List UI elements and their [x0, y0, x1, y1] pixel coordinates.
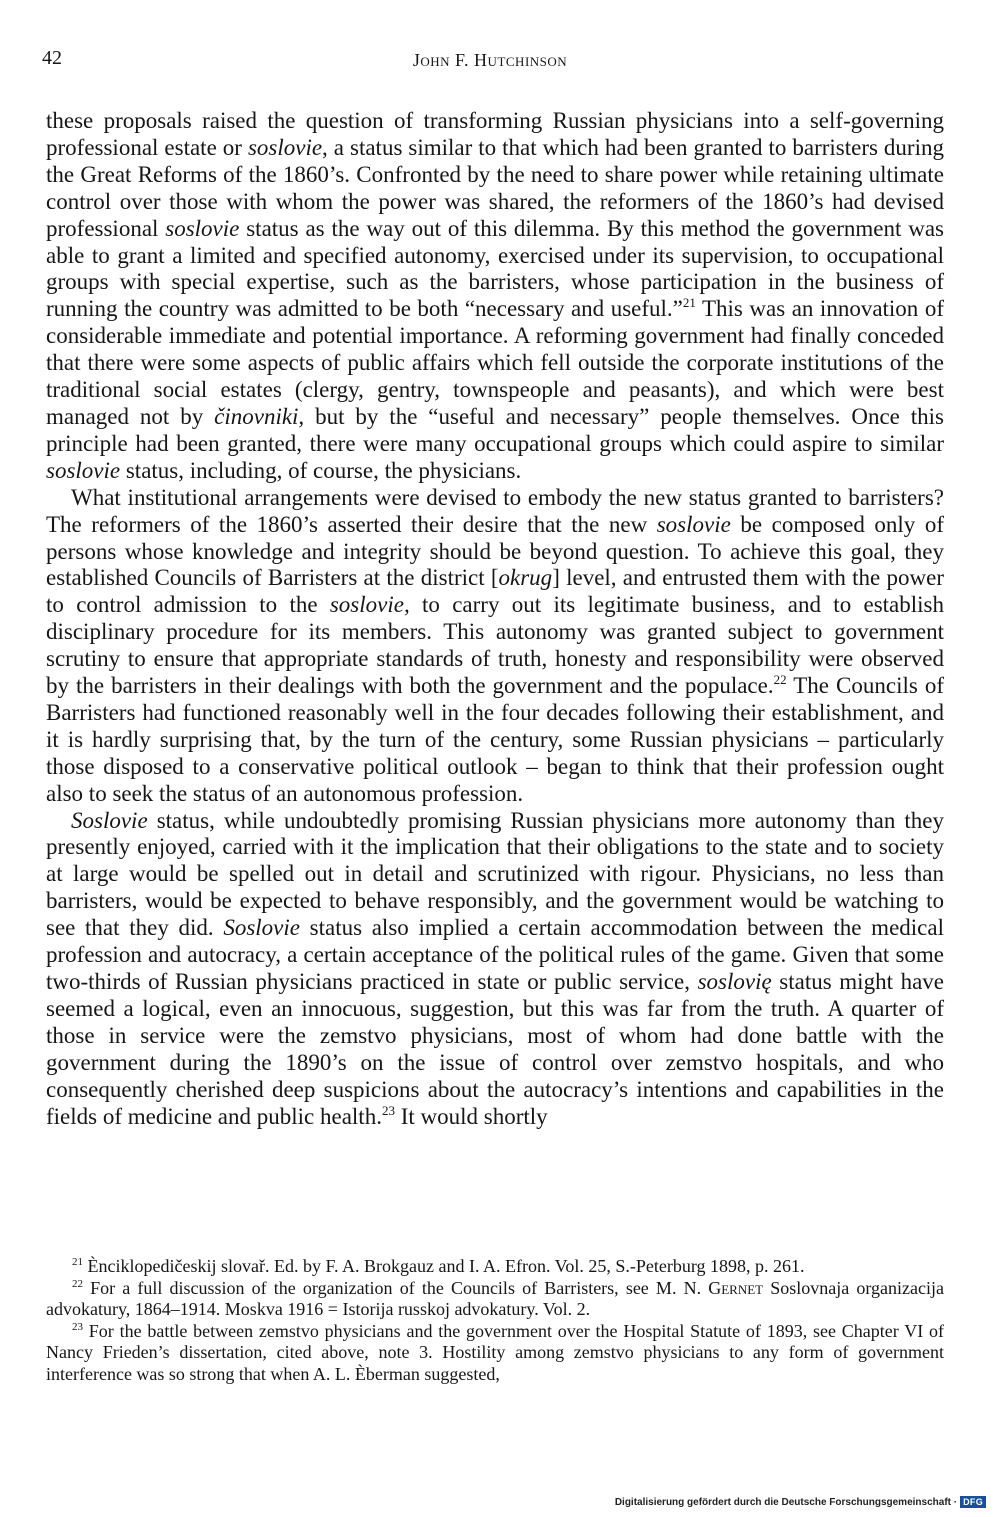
footnote-22: [46, 1278, 944, 1321]
footnote-ref-22: 22: [773, 672, 787, 688]
italic-term: činovniki,: [214, 403, 305, 429]
text-run: It would shortly: [394, 1103, 548, 1129]
text-run: , a status similar to that which had been granted to barristers during the Great Reforms of the 1860’s. Confronted by the need to share power while retaining ultimate control over those with whom the power was shared, the reformers of the 1860’s had devised professional: [46, 134, 944, 241]
text-run: to carry out its legitimate business, and to establish disciplinary procedure for its members. This autonomy was granted subject to government scrutiny to ensure that appropriate standards of truth, honesty and responsibility were observed by the barristers in their dealings with both the government and the populace.: [46, 592, 944, 699]
digitization-credit: [615, 1496, 986, 1508]
footnote-ref-23: 23: [381, 1102, 395, 1118]
text-run: status as the way out of this dilemma. By this method the government was able to grant a limited and specified autonomy, exercised under its supervision, to occupational groups with special expertise, such as the barristers, whose participation in the business of running the country was admitted to be both “necessary and useful.”: [46, 215, 944, 322]
italic-term: soslovie: [247, 134, 323, 160]
footnote-number: 21: [72, 1256, 83, 1268]
footnote-text: Soslovnaja organizacija advokatury, 1864–1914. Moskva 1916 = Istorija russkoj advokatury. Vol. 2.: [46, 1277, 944, 1319]
text-run: status also implied a certain accommodation between the medical profession and autocracy, a certain acceptance of the political rules of the game. Given that some two-thirds of Russian physicians practiced in state or public service,: [46, 915, 944, 994]
italic-term: soslovie: [656, 511, 731, 537]
italic-term: soslovie,: [329, 592, 410, 618]
italic-term: soslovię: [697, 969, 772, 994]
text-run: What institutional arrangements were devised to embody the new status granted to barristers? The reformers of the 1860’s asserted their desire that the new: [46, 484, 944, 537]
footnote-text: Ènciklopedičeskij slovař. Ed. by F. A. Brokgauz and I. A. Efron. Vol. 25, S.-Peterburg 1898, p. 261.: [83, 1256, 805, 1276]
footnote-number: 22: [72, 1277, 83, 1290]
text-run: status might have seemed a logical, even an innocuous, suggestion, but this was far from the truth. A quarter of those in service were the zemstvo physicians, most of whom had done battle with the government during the 1890’s on the issue of control over zemstvo hospitals, and who consequently cherished deep suspicions about the autocracy’s intentions and capabilities in the fields of medicine and public health.: [46, 969, 944, 1129]
paragraph-3: [46, 808, 944, 1131]
footnote-author: Gernet: [708, 1277, 764, 1298]
running-head: John F. Hutchinson: [412, 50, 568, 70]
text-run: be composed only of persons whose knowledge and integrity should be beyond question. To achieve this goal, they established Councils of Barristers at the district [: [46, 511, 944, 591]
paragraph-2: [46, 485, 944, 808]
italic-term: okrug: [498, 565, 553, 591]
footnote-21: [46, 1256, 944, 1278]
text-run: but by the “useful and necessary” people themselves. Once this principle had been granted, there were many occupational groups which could aspire to similar: [46, 403, 945, 456]
footnotes: [46, 1256, 944, 1385]
italic-term: Soslovie: [71, 807, 148, 833]
text-run: ] level, and entrusted them with the power to control admission to the: [46, 565, 944, 618]
text-run: status, while undoubtedly promising Russian physicians more autonomy than they presently enjoyed, carried with it the implication that their obligations to the state and to society at large would be spelled out in detail and scrutinized with rigour. Physicians, no less than barristers, would be expected to behave responsibly, and the government would be watching to see that they did.: [46, 807, 944, 941]
dfg-logo: DFG: [960, 1496, 986, 1508]
text-run: The Councils of Barristers had functioned reasonably well in the four decades following their establishment, and it is hardly surprising that, by the turn of the century, some Russian physicians – particularly those disposed to a conservative political outlook – began to think that their profession ought also to seek the status of an autonomous profession.: [46, 673, 944, 806]
text-run: status, including, of course, the physicians.: [120, 457, 522, 483]
text-run: these proposals raised the question of transforming Russian physicians into a self-governing professional estate or: [46, 108, 944, 160]
footnote-number: 23: [72, 1320, 83, 1333]
page-number: 42: [42, 47, 62, 69]
body-text: [46, 108, 944, 1130]
text-run: This was an innovation of considerable immediate and potential importance. A reforming government had finally conceded that there were some aspects of public affairs which fell outside the corporate institutions of the traditional social estates (clergy, gentry, townspeople and peasants), and which were best managed not by: [46, 296, 944, 429]
italic-term: soslovie: [46, 457, 121, 483]
footnote-text: For the battle between zemstvo physicians and the government over the Hospital Statute of 1893, see Chapter VI of Nancy Frieden’s dissertation, cited above, note 3. Hostility among zemstvo physicians to any form of government interference was so strong that when A. L. Èberman suggested,: [46, 1320, 944, 1384]
italic-term: soslovie: [165, 215, 240, 241]
italic-term: Soslovie: [223, 915, 300, 941]
footnote-text: For a full discussion of the organization of the Councils of Barristers, see M. N.: [83, 1277, 709, 1298]
paragraph-1: [46, 108, 944, 485]
footnote-ref-21: 21: [682, 295, 696, 311]
footnote-23: [46, 1321, 944, 1386]
credit-text: Digitalisierung gefördert durch die Deutsche Forschungsgemeinschaft ·: [614, 1496, 958, 1508]
